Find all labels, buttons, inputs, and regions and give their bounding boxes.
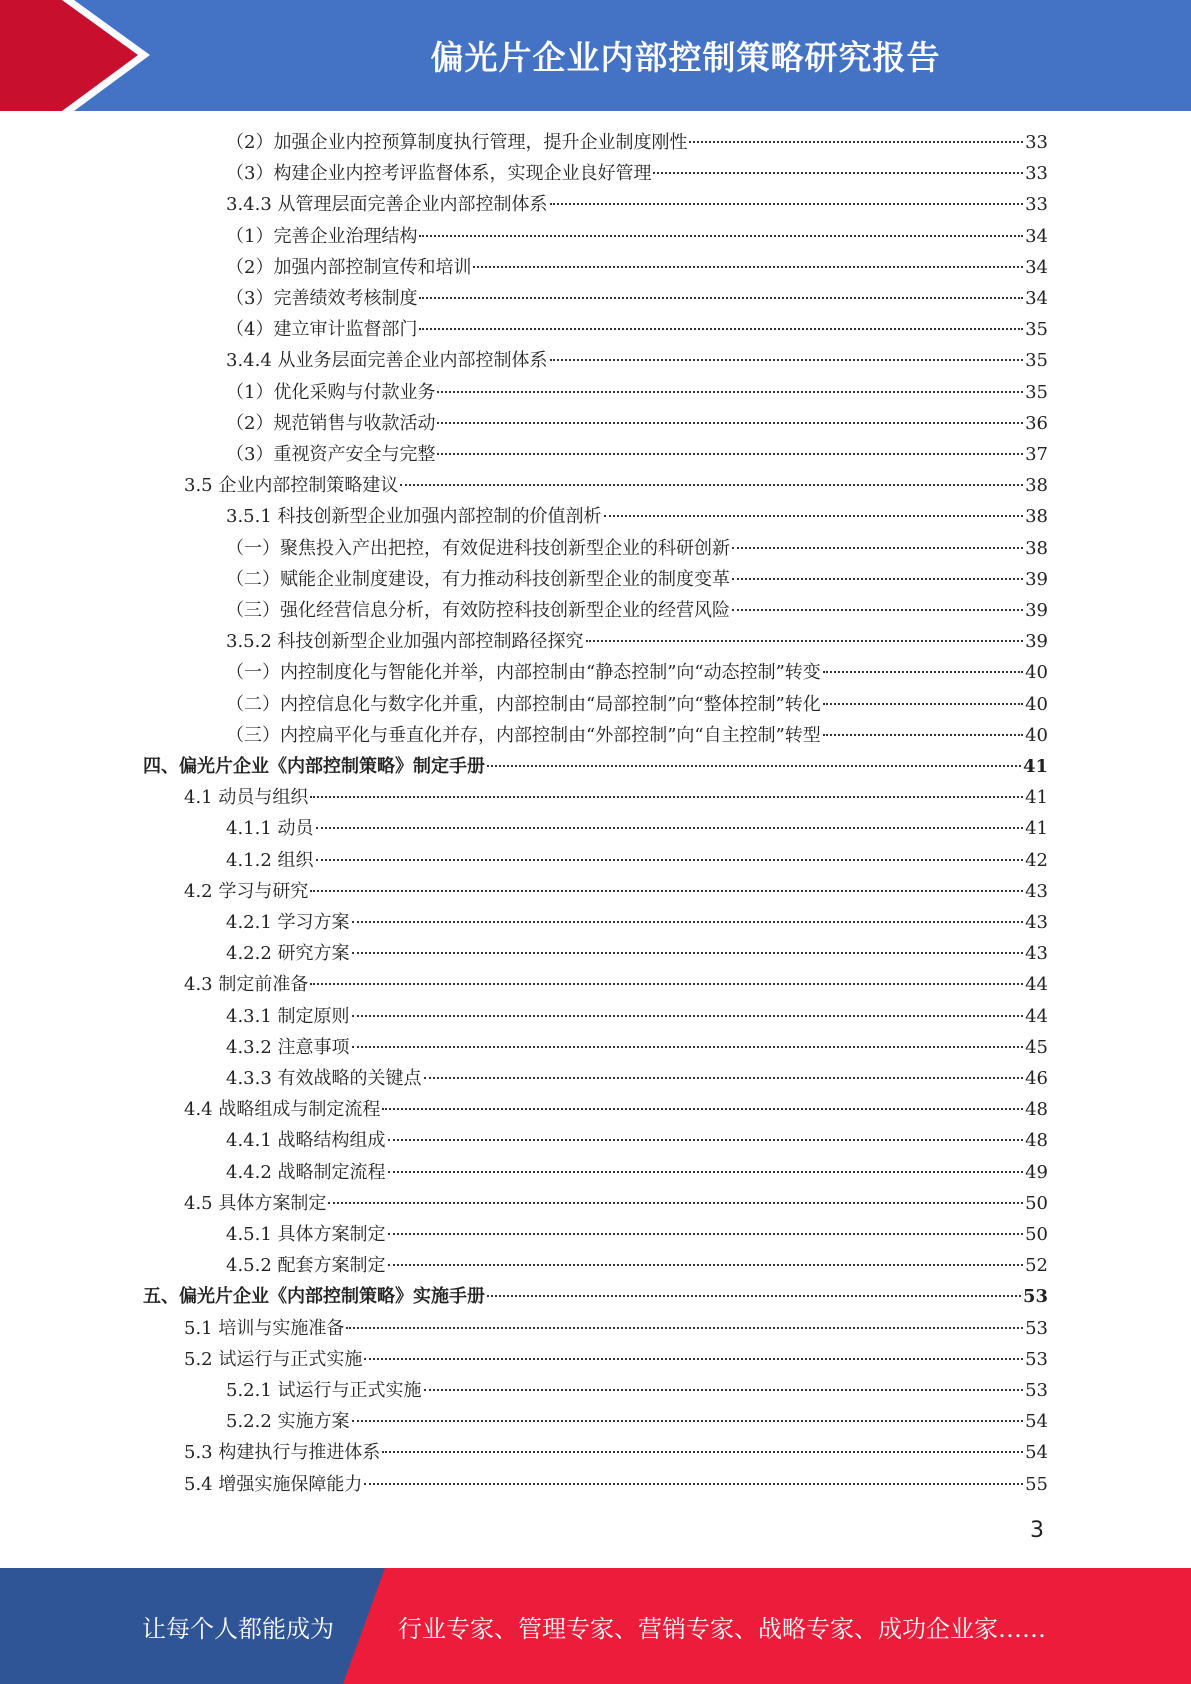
toc-entry-label: 4.1.1 动员 (226, 818, 314, 840)
toc-entry-page: 53 (1022, 1286, 1048, 1308)
toc-dot-leader (352, 921, 1024, 923)
toc-dot-leader (382, 1451, 1023, 1453)
toc-entry-label: 5.3 构建执行与推进体系 (184, 1442, 381, 1464)
toc-entry-label: （3）构建企业内控考评监督体系，实现企业良好管理 (226, 163, 652, 185)
toc-entry[interactable] (143, 1281, 1048, 1312)
toc-entry[interactable] (226, 595, 1048, 626)
toc-dot-leader (823, 703, 1023, 705)
toc-entry-label: 五、偏光片企业《内部控制策略》实施手册 (143, 1286, 485, 1308)
toc-entry-label: 5.1 培训与实施准备 (184, 1317, 345, 1339)
toc-entry-label: 4.4.1 战略结构组成 (226, 1130, 386, 1152)
toc-dot-leader (352, 1420, 1024, 1422)
toc-entry-page: 54 (1025, 1442, 1048, 1464)
toc-entry[interactable] (226, 283, 1048, 314)
toc-entry-label: （1）优化采购与付款业务 (226, 381, 436, 403)
toc-dot-leader (310, 983, 1023, 985)
toc-dot-leader (388, 1264, 1024, 1266)
toc-dot-leader (310, 796, 1023, 798)
toc-entry-label: 4.4 战略组成与制定流程 (184, 1099, 381, 1121)
toc-entry-label: （三）内控扁平化与垂直化并存，内部控制由“外部控制”向“自主控制”转型 (226, 724, 821, 746)
toc-entry[interactable] (226, 1406, 1048, 1437)
toc-entry-page: 53 (1025, 1348, 1048, 1370)
toc-entry-page: 40 (1025, 724, 1048, 746)
toc-entry[interactable] (184, 876, 1048, 907)
header-red-arrow (0, 0, 140, 111)
toc-entry-page: 50 (1025, 1224, 1048, 1245)
toc-entry-label: （3）完善绩效考核制度 (226, 288, 418, 309)
page-footer (0, 1568, 1191, 1684)
toc-entry-page: 34 (1025, 225, 1048, 247)
toc-dot-leader (437, 453, 1023, 455)
toc-dot-leader (550, 203, 1024, 205)
toc-entry[interactable] (226, 501, 1048, 532)
toc-entry-page: 55 (1025, 1473, 1048, 1495)
toc-entry[interactable] (226, 1219, 1048, 1250)
toc-entry[interactable] (184, 1313, 1048, 1344)
toc-entry[interactable] (184, 470, 1048, 501)
toc-dot-leader (316, 827, 1024, 829)
toc-entry-page: 53 (1025, 1317, 1048, 1339)
toc-dot-leader (316, 859, 1024, 861)
toc-entry-label: 4.5.2 配套方案制定 (226, 1255, 386, 1277)
toc-entry[interactable] (184, 1094, 1048, 1125)
toc-entry-page: 40 (1025, 693, 1048, 715)
toc-entry-page: 43 (1025, 880, 1048, 902)
toc-entry[interactable] (226, 564, 1048, 595)
toc-entry-page: 38 (1025, 475, 1048, 497)
toc-entry-page: 39 (1025, 631, 1048, 653)
toc-entry[interactable] (226, 689, 1048, 720)
toc-dot-leader (364, 1358, 1023, 1360)
toc-entry[interactable] (226, 127, 1048, 158)
toc-entry-page: 44 (1025, 974, 1048, 996)
toc-entry-label: 3.4.4 从业务层面完善企业内部控制体系 (226, 350, 548, 372)
toc-entry-page: 38 (1025, 537, 1048, 559)
toc-entry-page: 39 (1025, 568, 1048, 590)
toc-dot-leader (437, 422, 1023, 424)
toc-entry-label: （二）赋能企业制度建设，有力推动科技创新型企业的制度变革 (226, 568, 730, 590)
footer-slogan-left: 让每个人都能成为 (142, 1614, 334, 1643)
toc-entry-label: （一）聚焦投入产出把控，有效促进科技创新型企业的科研创新 (226, 537, 730, 559)
toc-entry-label: 4.5.1 具体方案制定 (226, 1224, 386, 1245)
toc-entry-page: 38 (1025, 506, 1048, 528)
toc-dot-leader (352, 1015, 1024, 1017)
toc-entry[interactable] (226, 158, 1048, 189)
toc-dot-leader (419, 297, 1023, 299)
toc-entry[interactable] (226, 221, 1048, 252)
toc-entry-page: 41 (1025, 818, 1048, 840)
toc-dot-leader (586, 640, 1024, 642)
toc-entry-page: 39 (1025, 600, 1048, 621)
toc-entry-label: 4.1 动员与组织 (184, 787, 309, 809)
toc-entry-page: 50 (1025, 1192, 1048, 1214)
toc-entry-page: 49 (1025, 1161, 1048, 1183)
toc-dot-leader (388, 1171, 1024, 1173)
toc-entry[interactable] (226, 189, 1048, 220)
toc-entry[interactable] (226, 1001, 1048, 1032)
toc-dot-leader (388, 1233, 1024, 1235)
toc-entry-page: 45 (1025, 1036, 1048, 1058)
toc-entry[interactable] (226, 626, 1048, 657)
toc-entry-label: （一）内控制度化与智能化并举，内部控制由“静态控制”向“动态控制”转变 (226, 662, 821, 684)
toc-entry-label: 5.4 增强实施保障能力 (184, 1473, 363, 1495)
toc-dot-leader (424, 1077, 1024, 1079)
toc-entry-page: 33 (1025, 194, 1048, 216)
toc-dot-leader (653, 172, 1023, 174)
toc-entry-page: 52 (1025, 1255, 1048, 1277)
toc-dot-leader (732, 547, 1023, 549)
toc-dot-leader (310, 890, 1023, 892)
toc-entry[interactable] (226, 813, 1048, 844)
toc-dot-leader (388, 1139, 1024, 1141)
toc-entry-page: 35 (1025, 381, 1048, 403)
toc-dot-leader (437, 391, 1023, 393)
toc-dot-leader (823, 734, 1023, 736)
toc-entry[interactable] (226, 533, 1048, 564)
toc-entry-page: 43 (1025, 912, 1048, 933)
toc-entry[interactable] (226, 439, 1048, 470)
toc-entry[interactable] (184, 1469, 1048, 1500)
toc-entry[interactable] (226, 938, 1048, 969)
toc-entry[interactable] (143, 751, 1048, 782)
toc-entry-page: 42 (1025, 849, 1048, 871)
toc-dot-leader (346, 1327, 1023, 1329)
toc-entry-label: 4.2 学习与研究 (184, 880, 309, 902)
toc-dot-leader (382, 1108, 1023, 1110)
toc-entry-label: 4.2.2 研究方案 (226, 943, 350, 965)
toc-entry-page: 41 (1025, 787, 1048, 809)
toc-entry-label: （3）重视资产安全与完整 (226, 444, 436, 465)
toc-dot-leader (732, 609, 1023, 611)
toc-entry-label: 5.2 试运行与正式实施 (184, 1348, 363, 1370)
toc-entry-page: 33 (1025, 132, 1048, 153)
toc-entry-label: 4.3.2 注意事项 (226, 1036, 350, 1058)
toc-entry-label: （2）加强企业内控预算制度执行管理，提升企业制度刚性 (226, 132, 688, 153)
toc-dot-leader (689, 141, 1023, 143)
toc-entry-page: 34 (1025, 288, 1048, 309)
toc-entry-page: 37 (1025, 444, 1048, 465)
toc-entry-label: 四、偏光片企业《内部控制策略》制定手册 (143, 756, 485, 777)
page-number: 3 (1030, 1518, 1044, 1543)
page-header (0, 0, 1191, 111)
footer-slogan-right: 行业专家、管理专家、营销专家、战略专家、成功企业家…… (398, 1614, 1046, 1643)
toc-entry[interactable] (184, 1437, 1048, 1468)
toc-entry-page: 41 (1022, 756, 1048, 777)
toc-entry-label: 4.2.1 学习方案 (226, 912, 350, 933)
toc-entry-label: 3.5.1 科技创新型企业加强内部控制的价值剖析 (226, 506, 602, 528)
toc-entry[interactable] (226, 907, 1048, 938)
toc-entry[interactable] (184, 969, 1048, 1000)
toc-entry-label: 5.2.2 实施方案 (226, 1411, 350, 1433)
toc-dot-leader (364, 1483, 1023, 1485)
toc-entry-page: 33 (1025, 163, 1048, 185)
toc-entry[interactable] (184, 1344, 1048, 1375)
toc-entry-page: 54 (1025, 1411, 1048, 1433)
toc-entry-page: 35 (1025, 350, 1048, 372)
toc-dot-leader (732, 578, 1023, 580)
toc-entry-page: 53 (1025, 1380, 1048, 1401)
toc-dot-leader (823, 671, 1023, 673)
toc-entry[interactable] (226, 657, 1048, 688)
toc-dot-leader (328, 1202, 1023, 1204)
toc-entry-page: 48 (1025, 1099, 1048, 1121)
toc-entry[interactable] (226, 1157, 1048, 1188)
document-title: 偏光片企业内部控制策略研究报告 (430, 38, 941, 77)
toc-entry-label: 4.3.3 有效战略的关键点 (226, 1068, 422, 1089)
toc-entry[interactable] (226, 377, 1048, 408)
toc-dot-leader (424, 1389, 1024, 1391)
toc-entry-page: 43 (1025, 943, 1048, 965)
toc-entry-label: 3.5.2 科技创新型企业加强内部控制路径探究 (226, 631, 584, 653)
toc-dot-leader (400, 484, 1023, 486)
toc-entry[interactable] (226, 1375, 1048, 1406)
toc-dot-leader (352, 952, 1024, 954)
toc-entry[interactable] (226, 1125, 1048, 1156)
toc-dot-leader (487, 765, 1021, 767)
toc-entry-label: （二）内控信息化与数字化并重，内部控制由“局部控制”向“整体控制”转化 (226, 693, 821, 715)
toc-entry-label: 4.3 制定前准备 (184, 974, 309, 996)
toc-entry[interactable] (226, 1250, 1048, 1281)
toc-entry[interactable] (226, 720, 1048, 751)
toc-entry-page: 40 (1025, 662, 1048, 684)
toc-dot-leader (352, 1046, 1024, 1048)
toc-entry-page: 34 (1025, 256, 1048, 278)
toc-entry-label: 3.4.3 从管理层面完善企业内部控制体系 (226, 194, 548, 216)
toc-entry-label: 3.5 企业内部控制策略建议 (184, 475, 399, 497)
toc-entry[interactable] (184, 1188, 1048, 1219)
toc-entry-label: 5.2.1 试运行与正式实施 (226, 1380, 422, 1401)
toc-entry-label: 4.5 具体方案制定 (184, 1192, 327, 1214)
toc-entry-label: （三）强化经营信息分析，有效防控科技创新型企业的经营风险 (226, 600, 730, 621)
toc-dot-leader (419, 235, 1023, 237)
toc-entry[interactable] (184, 782, 1048, 813)
toc-entry-label: （2）规范销售与收款活动 (226, 412, 436, 434)
toc-dot-leader (487, 1295, 1021, 1297)
toc-entry[interactable] (226, 1032, 1048, 1063)
toc-entry[interactable] (226, 252, 1048, 283)
toc-dot-leader (473, 266, 1023, 268)
toc-entry-label: 4.1.2 组织 (226, 849, 314, 871)
toc-entry-page: 46 (1025, 1068, 1048, 1089)
toc-entry-label: （1）完善企业治理结构 (226, 225, 418, 247)
toc-entry-page: 35 (1025, 319, 1048, 341)
toc-entry-label: 4.4.2 战略制定流程 (226, 1161, 386, 1183)
toc-entry-page: 48 (1025, 1130, 1048, 1152)
toc-entry-label: （4）建立审计监督部门 (226, 319, 418, 341)
toc-entry-page: 44 (1025, 1005, 1048, 1027)
toc-dot-leader (550, 359, 1024, 361)
toc-entry[interactable] (226, 408, 1048, 439)
toc-dot-leader (419, 328, 1023, 330)
toc-entry-label: （2）加强内部控制宣传和培训 (226, 256, 472, 278)
toc-entry-label: 4.3.1 制定原则 (226, 1005, 350, 1027)
toc-entry[interactable] (226, 845, 1048, 876)
toc-dot-leader (604, 515, 1024, 517)
toc-entry[interactable] (226, 345, 1048, 376)
toc-entry-page: 36 (1025, 412, 1048, 434)
toc-entry[interactable] (226, 314, 1048, 345)
toc-entry[interactable] (226, 1063, 1048, 1094)
